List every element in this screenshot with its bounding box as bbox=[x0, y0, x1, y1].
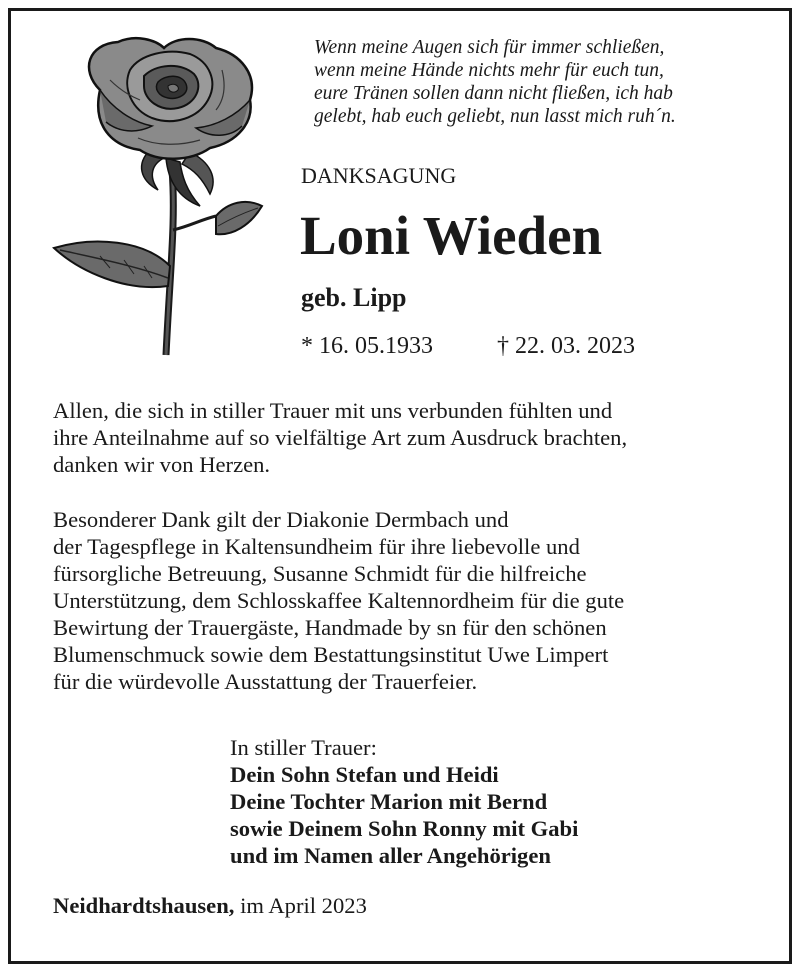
mourner-line: und im Namen aller Angehörigen bbox=[230, 843, 551, 868]
closing-date: im April 2023 bbox=[234, 893, 367, 918]
deceased-name: Loni Wieden bbox=[300, 205, 603, 266]
mourners-block bbox=[230, 734, 578, 869]
text-line: ihre Anteilnahme auf so vielfältige Art zum Ausdruck brachten, bbox=[53, 425, 628, 450]
text-line: fürsorgliche Betreuung, Susanne Schmidt für die hilfreiche bbox=[53, 561, 587, 586]
mourners-intro: In stiller Trauer: bbox=[230, 735, 377, 760]
text-line: Bewirtung der Trauergäste, Handmade by sn für den schönen bbox=[53, 615, 607, 640]
text-line: Besonderer Dank gilt der Diakonie Dermbach und bbox=[53, 507, 509, 532]
text-line: für die würdevolle Ausstattung der Trauerfeier. bbox=[53, 669, 478, 694]
text-line: Unterstützung, dem Schlosskaffee Kaltennordheim für die gute bbox=[53, 588, 625, 613]
text-line: Allen, die sich in stiller Trauer mit uns verbunden fühlten und bbox=[53, 398, 613, 423]
maiden-name: geb. Lipp bbox=[301, 283, 407, 312]
text-line: Blumenschmuck sowie dem Bestattungsinstitut Uwe Limpert bbox=[53, 642, 609, 667]
thanks-paragraph bbox=[53, 397, 627, 478]
mourner-line: sowie Deinem Sohn Ronny mit Gabi bbox=[230, 816, 579, 841]
text-line: danken wir von Herzen. bbox=[53, 452, 271, 477]
poem-line: wenn meine Hände nichts mehr für euch tun, bbox=[314, 60, 664, 81]
closing-line bbox=[53, 893, 367, 919]
poem bbox=[314, 36, 774, 128]
heading: DANKSAGUNG bbox=[301, 163, 457, 188]
text-line: der Tagespflege in Kaltensundheim für ihre liebevolle und bbox=[53, 534, 580, 559]
mourner-line: Dein Sohn Stefan und Heidi bbox=[230, 762, 499, 787]
death-date: † 22. 03. 2023 bbox=[497, 333, 635, 359]
special-thanks-paragraph bbox=[53, 506, 624, 695]
poem-line: Wenn meine Augen sich für immer schließen, bbox=[314, 37, 665, 58]
birth-date: * 16. 05.1933 bbox=[301, 333, 433, 359]
rose-icon bbox=[40, 30, 280, 360]
closing-place: Neidhardtshausen, bbox=[53, 893, 235, 918]
poem-line: gelebt, hab euch geliebt, nun lasst mich ruh´n. bbox=[314, 106, 676, 127]
mourner-line: Deine Tochter Marion mit Bernd bbox=[230, 789, 548, 814]
poem-line: eure Tränen sollen dann nicht fließen, ich hab bbox=[314, 83, 673, 104]
